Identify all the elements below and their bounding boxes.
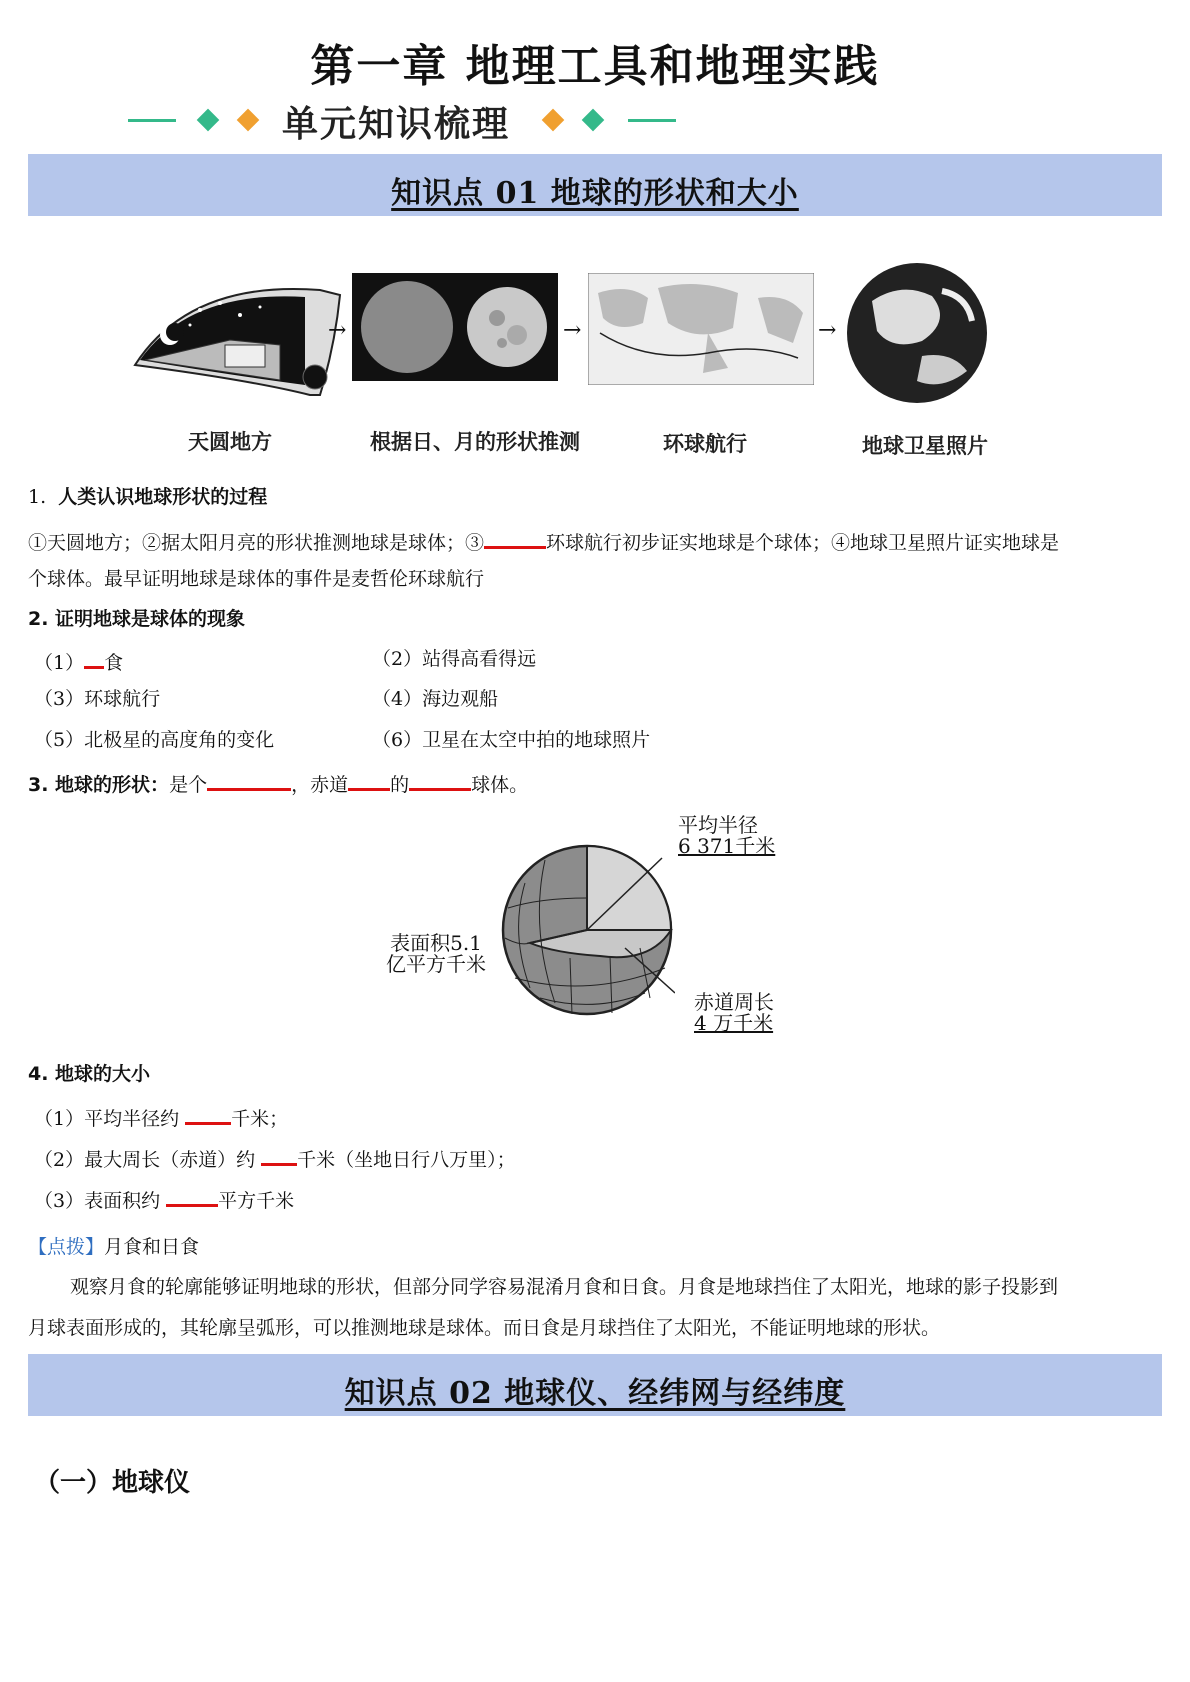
page-title: 第一章 地理工具和地理实践 xyxy=(310,41,880,92)
equator-label: 赤道周长 4 万千米 xyxy=(694,990,774,1035)
figure-caption: 地球卫星照片 xyxy=(862,434,988,458)
moon-photo-image xyxy=(352,273,558,381)
q4-item: （1）平均半径约 千米； xyxy=(34,1104,288,1130)
q2-item: （2）站得高看得远 xyxy=(372,648,537,670)
q4-item: （2）最大周长（赤道）约 千米（坐地日行八万里）； xyxy=(34,1145,516,1171)
fill-blank[interactable] xyxy=(84,648,104,669)
figure-caption: 天圆地方 xyxy=(188,430,272,454)
q2-title: 2. 证明地球是球体的现象 xyxy=(28,608,246,630)
area-label: 表面积5.1 亿平方千米 xyxy=(386,931,486,976)
q1-line2: 个球体。最早证明地球是球体的事件是麦哲伦环球航行 xyxy=(28,568,485,590)
q2-item: （5）北极星的高度角的变化 xyxy=(34,729,275,751)
orange-diamond-icon xyxy=(542,109,565,132)
decor-line-left xyxy=(128,119,176,122)
unit-subheading xyxy=(0,96,1190,146)
q4-title: 4. 地球的大小 xyxy=(28,1063,151,1085)
green-diamond-icon xyxy=(197,109,220,132)
q1-title: 1. 人类认识地球形状的过程 xyxy=(28,486,268,508)
q2-item: （6）卫星在太空中拍的地球照片 xyxy=(372,729,651,751)
tip-paragraph: 月球表面形成的，其轮廓呈弧形，可以推测地球是球体。而日食是月球挡住了太阳光，不能证明地球的形状。 xyxy=(28,1317,941,1339)
q1-line1: ①天圆地方；②据太阳月亮的形状推测地球是球体；③ 环球航行初步证实地球是个球体；④地球卫星照片证实地球是 xyxy=(28,528,1059,554)
section-heading-band xyxy=(28,154,1162,216)
q3-line: 3. 地球的形状：是个 ，赤道 的 球体。 xyxy=(28,770,528,796)
satellite-earth-image xyxy=(842,261,992,405)
orange-diamond-icon xyxy=(237,109,260,132)
q2-item: （4）海边观船 xyxy=(372,688,499,710)
fill-blank[interactable] xyxy=(185,1104,231,1125)
decor-line-right xyxy=(628,119,676,122)
globe-size-figure xyxy=(380,808,800,1048)
fill-blank[interactable] xyxy=(484,528,546,549)
figure-caption: 根据日、月的形状推测 xyxy=(370,430,580,454)
section-heading: 知识点 02 地球仪、经纬网与经纬度 xyxy=(344,1376,846,1411)
q2-item: （3）环球航行 xyxy=(34,688,161,710)
fill-blank[interactable] xyxy=(261,1145,297,1166)
fill-blank[interactable] xyxy=(348,770,390,791)
fill-blank[interactable] xyxy=(207,770,291,791)
section-heading-band xyxy=(28,1354,1162,1416)
fill-blank[interactable] xyxy=(166,1186,218,1207)
globe-cutaway-image xyxy=(500,838,675,1018)
radius-label: 平均半径 6 371千米 xyxy=(678,813,776,858)
figure-caption: 环球航行 xyxy=(663,432,747,456)
subsection-heading: （一）地球仪 xyxy=(34,1468,191,1498)
tip-paragraph: 观察月食的轮廓能够证明地球的形状，但部分同学容易混淆月食和日食。月食是地球挡住了太阳光，地球的影子投影到 xyxy=(70,1276,1059,1298)
subheading-text: 单元知识梳理 xyxy=(282,104,511,145)
arrow-icon: → xyxy=(328,318,347,343)
tip-title: 【点拨】月食和日食 xyxy=(28,1236,200,1258)
earth-shape-figure xyxy=(130,285,1080,465)
arrow-icon: → xyxy=(563,318,582,343)
arrow-icon: → xyxy=(818,318,837,343)
q4-item: （3）表面积约 平方千米 xyxy=(34,1186,294,1212)
q2-item: （1） 食 xyxy=(34,648,123,674)
dome-sky-image xyxy=(130,285,350,405)
voyage-map-image xyxy=(588,273,814,385)
fill-blank[interactable] xyxy=(409,770,471,791)
green-diamond-icon xyxy=(582,109,605,132)
tip-label: 【点拨】 xyxy=(28,1236,105,1258)
section-heading: 知识点 01 地球的形状和大小 xyxy=(391,176,799,211)
